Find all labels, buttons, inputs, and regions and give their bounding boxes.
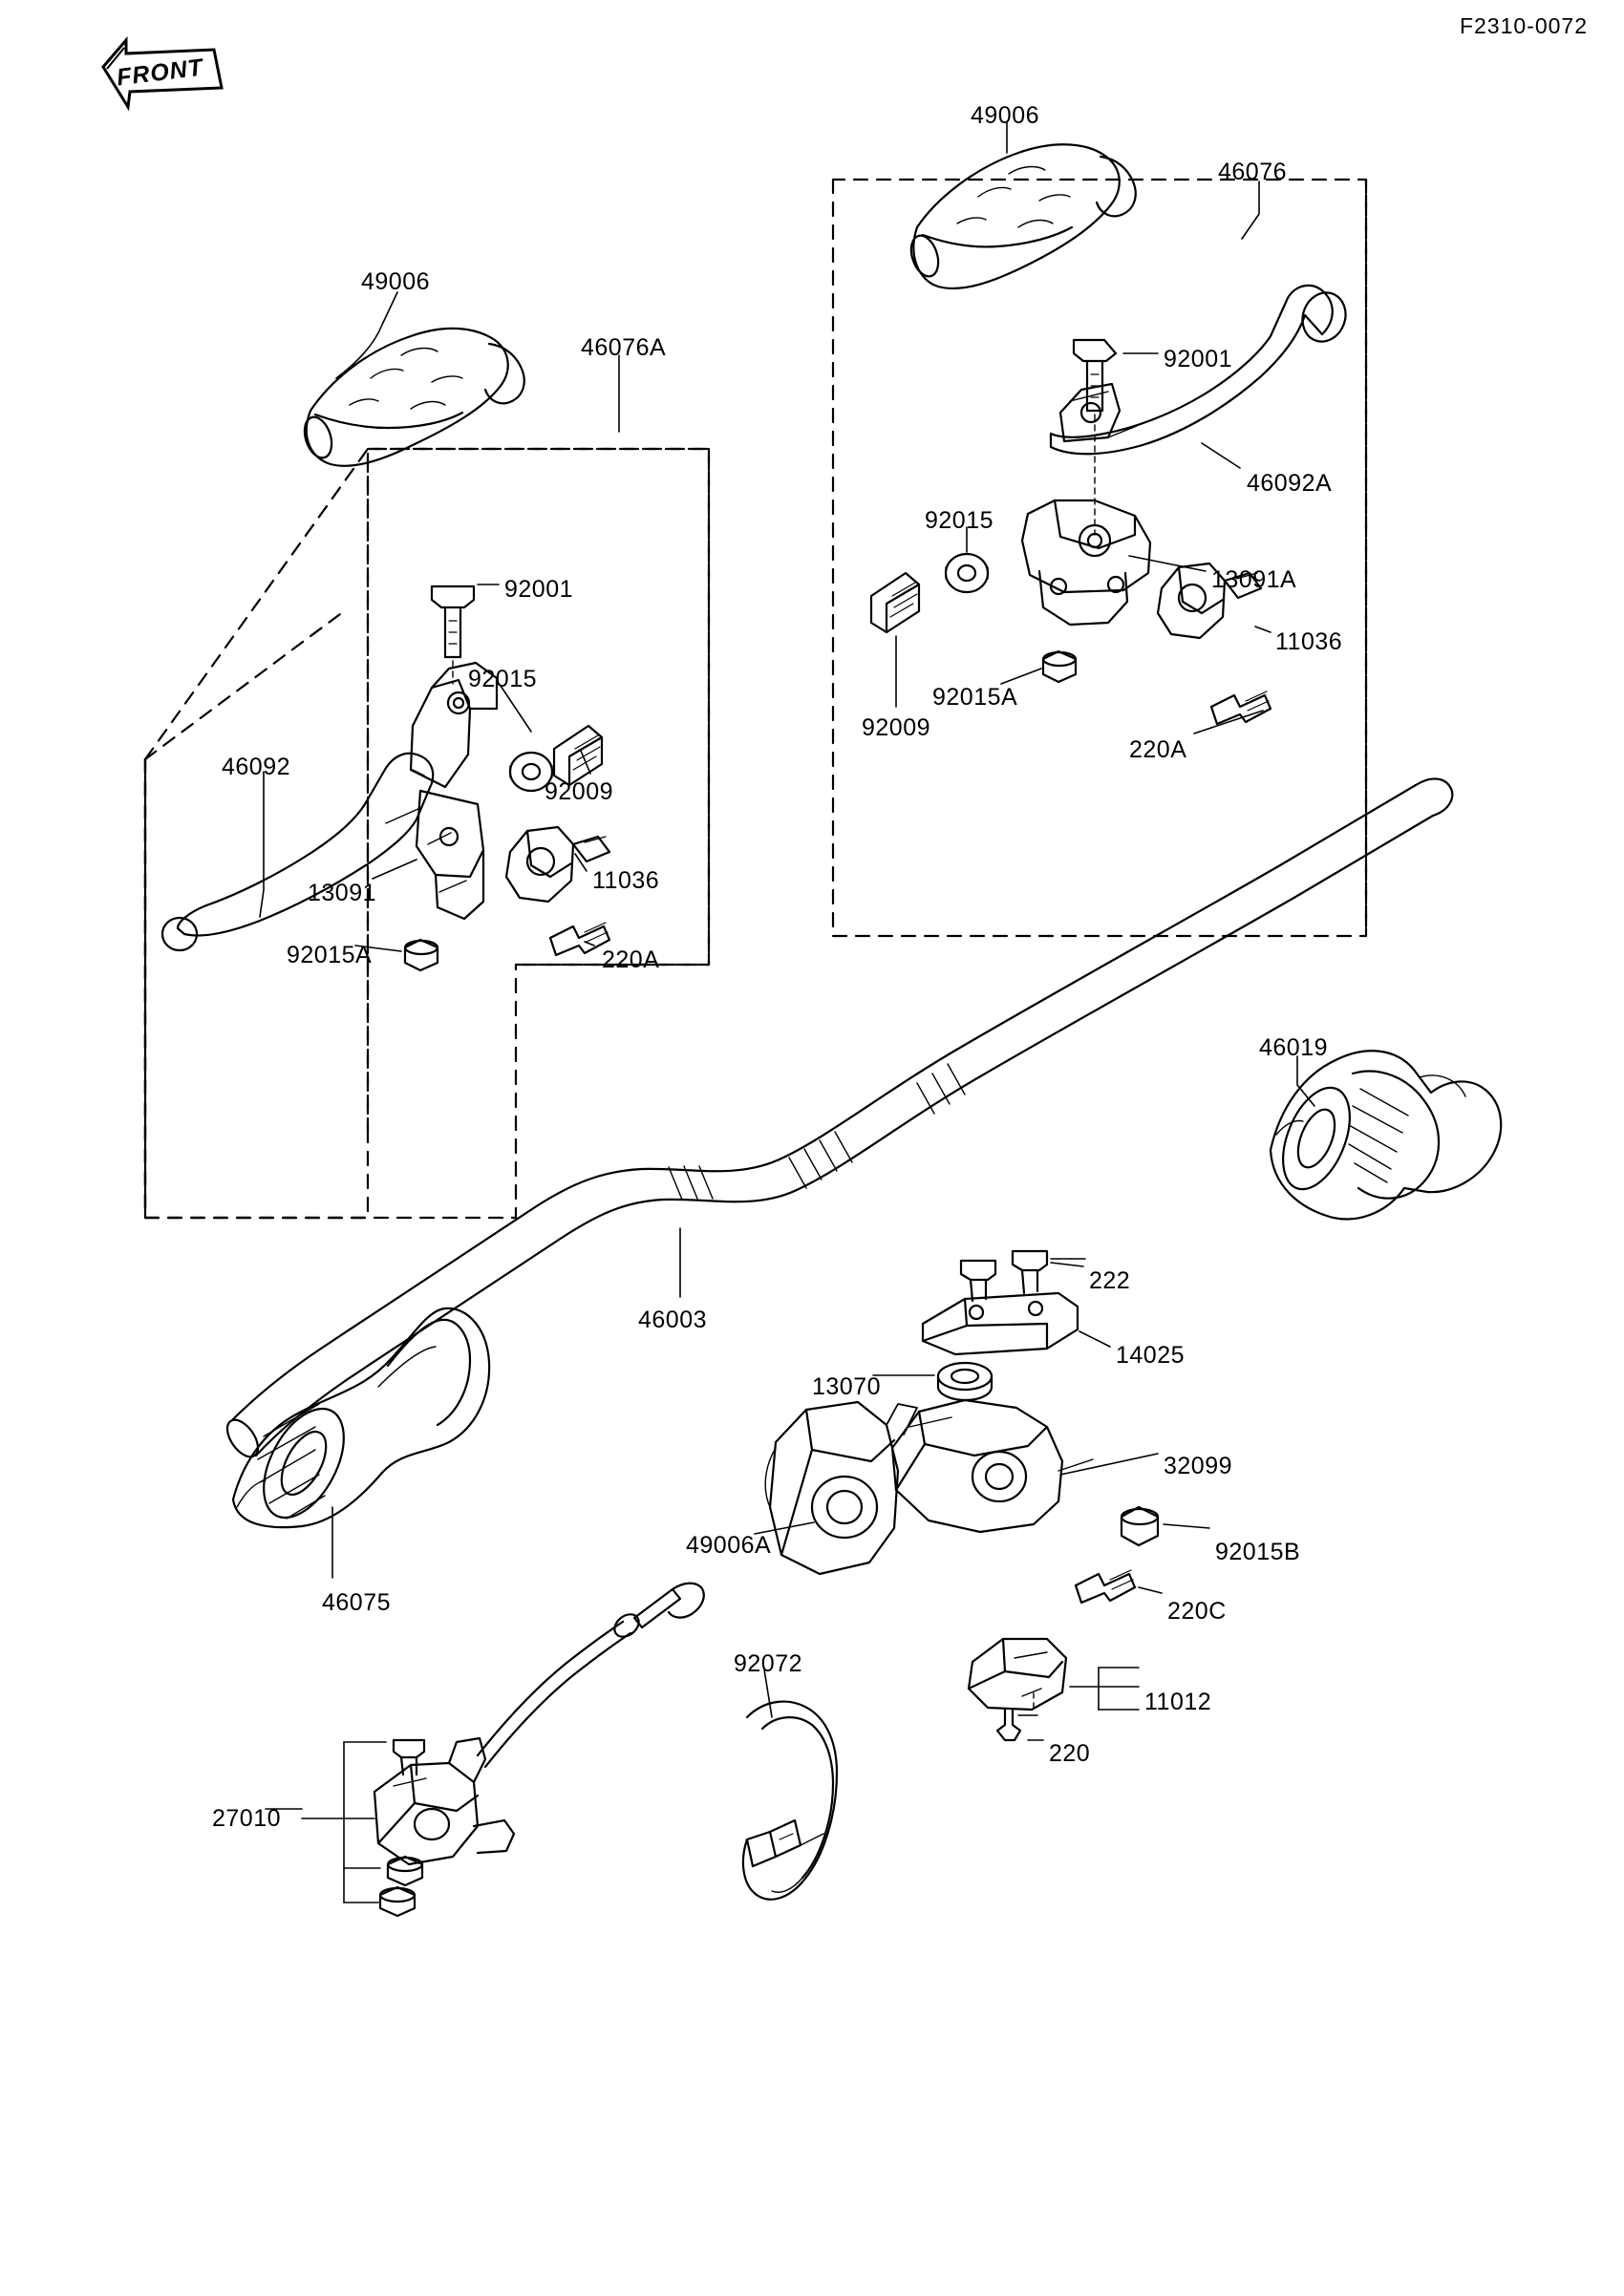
part-label-220A-left: 220A (602, 946, 660, 973)
part-label-46076A: 46076A (581, 334, 667, 361)
part-label-92015A-right: 92015A (932, 684, 1018, 711)
part-label-13091: 13091 (308, 880, 377, 906)
part-label-49006-top: 49006 (971, 102, 1040, 129)
part-label-46076: 46076 (1218, 159, 1288, 185)
part-label-220A-right: 220A (1129, 736, 1187, 763)
part-label-27010: 27010 (212, 1805, 282, 1832)
part-label-92009-right: 92009 (862, 714, 931, 741)
part-label-14025: 14025 (1116, 1342, 1186, 1369)
part-label-220C: 220C (1167, 1598, 1227, 1625)
part-label-13070: 13070 (812, 1373, 882, 1400)
part-label-46075: 46075 (322, 1589, 392, 1616)
part-label-46019: 46019 (1259, 1034, 1329, 1061)
part-label-11036-right: 11036 (1275, 628, 1343, 655)
part-label-92015B: 92015B (1215, 1539, 1301, 1565)
front-label: FRONT (115, 53, 205, 92)
part-label-49006-left: 49006 (361, 268, 431, 295)
part-label-220: 220 (1049, 1740, 1091, 1767)
part-label-92015-left: 92015 (468, 666, 538, 692)
part-label-92015A-left: 92015A (287, 942, 373, 968)
part-label-46092A: 46092A (1247, 470, 1333, 497)
part-label-46003: 46003 (638, 1307, 708, 1333)
part-label-46092: 46092 (222, 754, 291, 780)
part-label-92001-left: 92001 (504, 576, 574, 603)
part-label-32099: 32099 (1164, 1453, 1233, 1479)
part-label-92009-left: 92009 (545, 778, 614, 805)
part-label-92015-right: 92015 (925, 507, 994, 534)
part-label-49006A: 49006A (686, 1532, 772, 1559)
part-label-11012: 11012 (1144, 1689, 1212, 1715)
part-label-13091A: 13091A (1211, 566, 1297, 593)
part-label-222: 222 (1089, 1267, 1131, 1294)
part-label-92001-right: 92001 (1164, 346, 1233, 372)
part-label-92072: 92072 (734, 1650, 803, 1677)
document-code: F2310-0072 (1459, 13, 1588, 38)
part-label-11036-left: 11036 (592, 867, 660, 894)
